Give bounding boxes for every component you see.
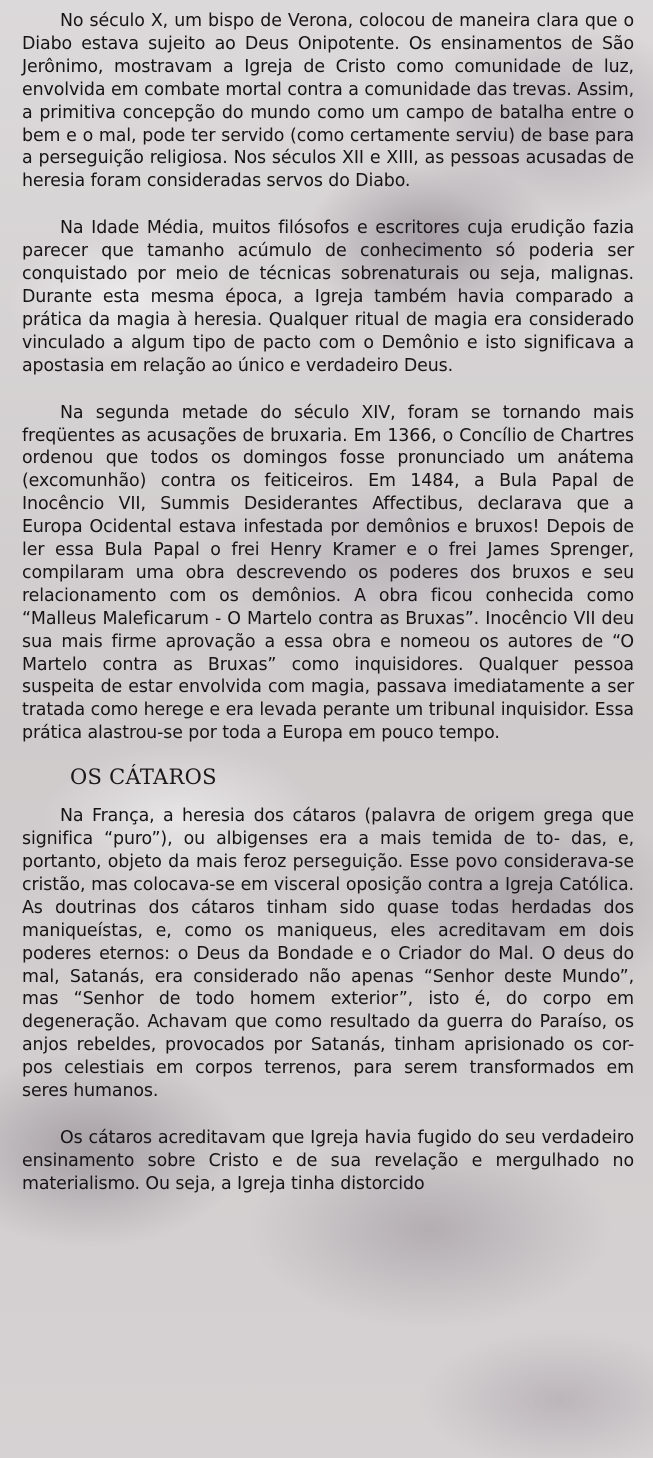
paragraph-cathars-belief: [22, 1127, 634, 1196]
paragraph-witchcraft: [22, 402, 634, 746]
paragraph-text: No século X, um bispo de Verona, colocou de maneira clara que o Diabo estava sujeito ao Deus Onipotente. Os ensinamentos de São Jerônimo, mostravam a Igreja de Cristo como comunidade de luz, envolvida em combate mortal contra a comunidade das trevas. Assim, a primitiva concepção do mundo como um campo de batalha entre o bem e o mal, pode ter servido (como certamente serviu) de base para a perseguição religiosa. Nos séculos XII e XIII, as pessoas acusadas de heresia foram consideradas servos do Diabo.: [22, 11, 634, 192]
document-page: [22, 10, 634, 1196]
paragraph-middle-ages: [22, 217, 634, 377]
paragraph-cathars-france: [22, 805, 634, 1103]
section-heading: OS CÁTAROS: [70, 765, 217, 790]
paragraph-text: Na Idade Média, muitos filósofos e escritores cuja erudição fazia parecer que tamanho acúmulo de conhecimento só poderia ser conquistado por meio de técnicas sobrenaturais ou seja, malignas. Durante esta mesma época, a Igreja também havia comparado a prática da magia à heresia. Qualquer ritual de magia era considerado vinculado a algum tipo de pacto com o Demônio e isto significava a apostasia em relação ao único e verdadeiro Deus.: [22, 218, 634, 376]
paragraph-text: Na França, a heresia dos cátaros (palavra de origem grega que significa “puro”), ou albigenses era a mais temida de to- das, e, portanto, objeto da mais feroz perseguição. Esse povo considerava-se cristão, mas colocava-se em visceral oposição contra a Igreja Católica. As doutrinas dos cátaros tinham sido quase todas herdadas dos maniqueístas, e, como os maniqueus, eles acreditavam em dois poderes eternos: o Deus da Bondade e o Criador do Mal. O deus do mal, Satanás, era considerado não apenas “Senhor deste Mundo”, mas “Senhor de todo homem exterior”, isto é, do corpo em degeneração. Achavam que como resultado da guerra do Paraíso, os anjos rebeldes, provocados por Satanás, tinham aprisionado os cor- pos celestiais em corpos terrenos, para serem transformados em seres humanos.: [22, 806, 634, 1102]
paragraph-text: Os cátaros acreditavam que Igreja havia fugido do seu verdadeiro ensinamento sobre Cristo e de sua revelação e mergulhado no materialismo. Ou seja, a Igreja tinha distorcido: [22, 1127, 634, 1194]
paragraph-bishop-verona: [22, 10, 634, 193]
paragraph-text: Na segunda metade do século XIV, foram se tornando mais freqüentes as acusações de bruxaria. Em 1366, o Concílio de Chartres ordenou que todos os domingos fosse pronunciado um anátema (excomunhão) contra os feiticeiros. Em 1484, a Bula Papal de Inocêncio VII, Summis Desiderantes Affectibus, declarava que a Europa Ocidental estava infestada por demônios e bruxos! Depois de ler essa Bula Papal o frei Henry Kramer e o frei James Sprenger, compilaram uma obra descrevendo os poderes dos bruxos e seu relacionamento com os demônios. A obra ficou conhecida como “Malleus Maleficarum - O Martelo contra as Bruxas”. Inocêncio VII deu sua mais firme aprovação a essa obra e nomeou os autores de “O Martelo contra as Bruxas” como inquisidores. Qualquer pessoa suspeita de estar envolvida com magia, passava imediatamente a ser tratada como herege e era levada perante um tribunal inquisidor. Essa prática alastrou-se por toda a Europa em pouco tempo.: [22, 402, 634, 744]
